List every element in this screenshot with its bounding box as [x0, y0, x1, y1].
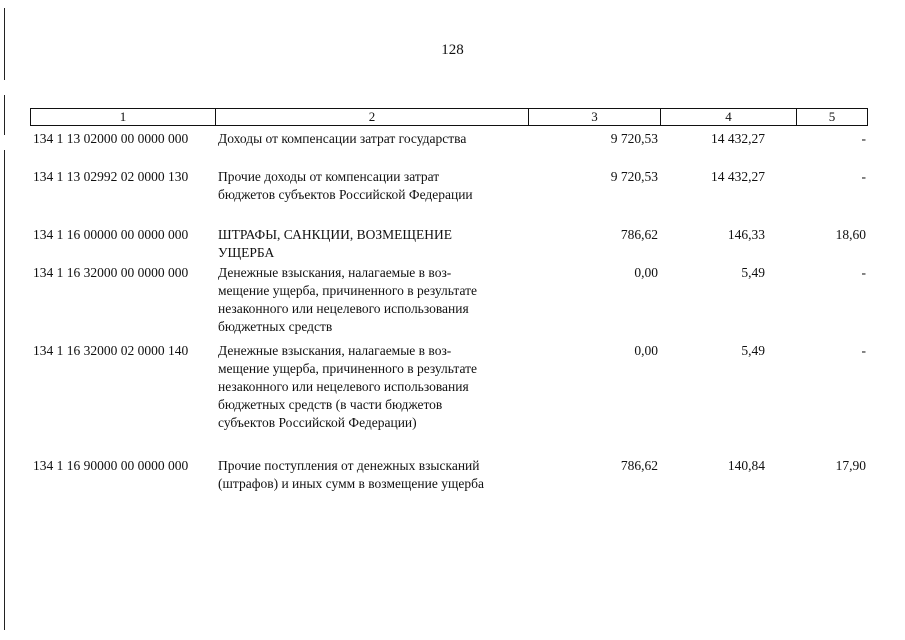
header-col-1: 1: [119, 109, 127, 124]
page-number: 128: [441, 42, 464, 58]
row-col-3: 0,00: [634, 265, 658, 280]
row-name: [218, 264, 538, 336]
row-name-line: Прочие доходы от компенсации затрат: [218, 169, 440, 184]
row-col-5: 18,60: [835, 227, 866, 242]
row-name-line: бюджетов субъектов Российской Федерации: [218, 187, 473, 202]
row-name-line: бюджетных средств (в части бюджетов: [218, 397, 443, 412]
row-col-3: 9 720,53: [610, 169, 658, 184]
row-name: [218, 342, 538, 432]
header-col-3: 3: [528, 109, 660, 125]
row-col-4: 14 432,27: [711, 169, 765, 184]
row-col-4: 146,33: [727, 227, 765, 242]
row-name-line: мещение ущерба, причиненного в результате: [218, 361, 478, 376]
row-name-line: бюджетных средств: [218, 319, 333, 334]
row-col-5: -: [861, 265, 866, 280]
row-col-3: 786,62: [620, 458, 658, 473]
scan-edge-line: [4, 150, 5, 630]
row-code: 134 1 16 32000 02 0000 140: [33, 343, 189, 358]
row-name-line: Доходы от компенсации затрат государства: [218, 131, 467, 146]
row-name-line: мещение ущерба, причиненного в результате: [218, 283, 478, 298]
row-col-4: 5,49: [741, 343, 765, 358]
row-code: 134 1 16 90000 00 0000 000: [33, 458, 189, 473]
row-col-4: 140,84: [727, 458, 765, 473]
header-col-4: 4: [660, 109, 796, 125]
row-name-line: незаконного или нецелевого использования: [218, 379, 469, 394]
row-col-5: -: [861, 131, 866, 146]
row-name-line: ШТРАФЫ, САНКЦИИ, ВОЗМЕЩЕНИЕ: [218, 227, 452, 242]
row-code: 134 1 13 02992 02 0000 130: [33, 169, 189, 184]
row-code: 134 1 16 32000 00 0000 000: [33, 265, 189, 280]
row-col-4: 5,49: [741, 265, 765, 280]
row-col-5: 17,90: [835, 458, 866, 473]
row-col-3: 0,00: [634, 343, 658, 358]
row-name: [218, 168, 538, 204]
row-col-3: 786,62: [620, 227, 658, 242]
header-col-2: 2: [215, 109, 528, 125]
row-name-line: Прочие поступления от денежных взысканий: [218, 458, 480, 473]
row-name: [218, 226, 538, 262]
row-name-line: (штрафов) и иных сумм в возмещение ущерба: [218, 476, 484, 491]
table-header: [30, 108, 868, 126]
row-name-line: субъектов Российской Федерации): [218, 415, 417, 430]
row-name-line: Денежные взыскания, налагаемые в воз-: [218, 343, 452, 358]
row-col-5: -: [861, 343, 866, 358]
header-col-5: 5: [796, 109, 867, 125]
scan-edge-line: [4, 95, 5, 135]
row-name: [218, 457, 538, 493]
row-name: [218, 130, 538, 148]
row-name-line: незаконного или нецелевого использования: [218, 301, 469, 316]
row-code: 134 1 16 00000 00 0000 000: [33, 227, 189, 242]
row-col-3: 9 720,53: [610, 131, 658, 146]
row-name-line: УЩЕРБА: [218, 245, 275, 260]
row-name-line: Денежные взыскания, налагаемые в воз-: [218, 265, 452, 280]
row-code: 134 1 13 02000 00 0000 000: [33, 131, 189, 146]
row-col-5: -: [861, 169, 866, 184]
row-col-4: 14 432,27: [711, 131, 765, 146]
